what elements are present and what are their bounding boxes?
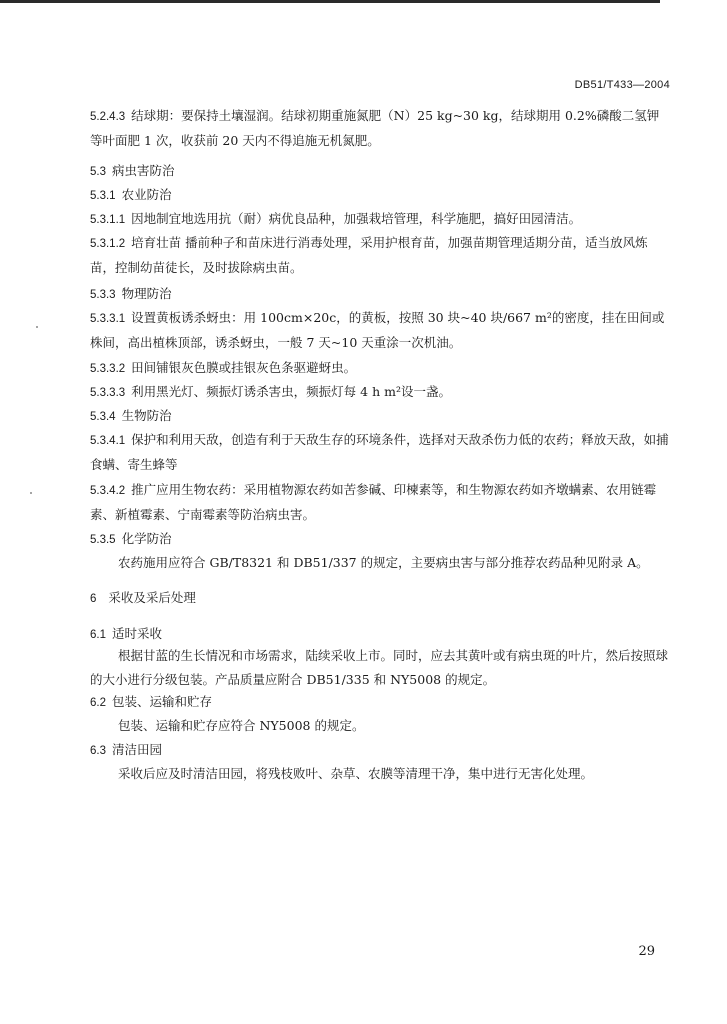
- heading-text: 生物防治: [121, 408, 172, 423]
- para-5-3-3-2: [90, 356, 670, 381]
- heading-text: 病虫害防治: [112, 163, 175, 178]
- section-number: 5.3.1: [90, 190, 116, 202]
- section-number: 6.3: [90, 745, 106, 757]
- section-number: 5.3.3.2: [90, 363, 126, 375]
- para-5-3-1-1: [90, 207, 670, 232]
- para-text: 农药施用应符合 GB/T8321 和 DB51/337 的规定，主要病虫害与部分推荐农药品种见附录 A。: [118, 555, 649, 570]
- section-number: 5.3.5: [90, 534, 116, 546]
- section-number: 5.3.3.3: [90, 387, 126, 399]
- section-number: 5.3.4.1: [90, 435, 126, 447]
- para-packaging: [90, 714, 670, 738]
- section-number: 5.3.4: [90, 411, 116, 423]
- para-text: 培育壮苗 播前种子和苗床进行消毒处理，采用护根育苗，加强苗期管理适期分苗，适当放风炼苗，控制幼苗徒长，及时拔除病虫苗。: [90, 235, 648, 275]
- heading-text: 清洁田园: [112, 742, 163, 757]
- para-5-3-1-2: [90, 231, 670, 280]
- para-text: 推广应用生物农药：采用植物源农药如苦参碱、印楝素等，和生物源农药如齐墩螨素、农用链霉素、新植霉素、宁南霉素等防治病虫害。: [90, 482, 657, 522]
- top-rule: [0, 0, 660, 3]
- para-text: 设置黄板诱杀蚜虫：用 100cm×20c，的黄板，按照 30 块~40 块/667 m²的密度，挂在田间或株间，高出植株顶部，诱杀蚜虫，一般 7 天~10 天重涂一次机油。: [90, 310, 665, 350]
- para-text: 包装、运输和贮存应符合 NY5008 的规定。: [118, 718, 365, 733]
- heading-text: 包装、运输和贮存: [112, 694, 213, 709]
- section-number: 6: [90, 593, 97, 605]
- para-text: 结球期：要保持土壤湿润。结球初期重施氮肥（N）25 kg~30 kg，结球期用 0.2%磷酸二氢钾等叶面肥 1 次，收获前 20 天内不得追施无机氮肥。: [90, 108, 660, 148]
- para-5-3-4-2: [90, 478, 670, 527]
- heading-5-3-5: [90, 527, 670, 552]
- section-number: 5.3.3.1: [90, 313, 126, 325]
- para-pesticide-rules: [90, 551, 670, 575]
- heading-5-3: [90, 159, 670, 184]
- para-text: 根据甘蓝的生长情况和市场需求，陆续采收上市。同时，应去其黄叶或有病虫斑的叶片，然后按照球的大小进行分级包装。产品质量应附合 DB51/335 和 NY5008 的规定。: [90, 648, 669, 687]
- para-text: 保护和利用天敌，创造有利于天敌生存的环境条件，选择对天敌杀伤力低的农药；释放天敌，如捕食螨、寄生蜂等: [90, 432, 669, 472]
- para-field-cleanup: [90, 762, 670, 786]
- section-number: 5.3.4.2: [90, 485, 126, 497]
- section-number: 6.2: [90, 697, 106, 709]
- para-harvest: [90, 644, 670, 692]
- heading-5-3-4: [90, 404, 670, 429]
- para-text: 因地制宜地选用抗（耐）病优良品种，加强栽培管理，科学施肥，搞好田园清洁。: [131, 211, 582, 226]
- heading-6-3: [90, 738, 670, 763]
- heading-text: 适时采收: [112, 626, 163, 641]
- chapter-title: 采收及采后处理: [108, 590, 196, 605]
- standard-code: DB51/T433—2004: [574, 79, 670, 91]
- heading-6-2: [90, 690, 670, 715]
- section-number: 5.3.1.1: [90, 214, 126, 226]
- chapter-6: [90, 586, 670, 611]
- heading-5-3-1: [90, 183, 670, 208]
- para-text: 田间铺银灰色膜或挂银灰色条驱避蚜虫。: [131, 360, 357, 375]
- page-number: 29: [638, 944, 655, 959]
- heading-5-3-3: [90, 282, 670, 307]
- section-number: 6.1: [90, 629, 106, 641]
- scan-speck: [36, 326, 38, 328]
- para-5-2-4-3: [90, 104, 670, 153]
- para-5-3-4-1: [90, 428, 670, 477]
- heading-text: 物理防治: [121, 286, 172, 301]
- section-number: 5.2.4.3: [90, 111, 126, 123]
- section-number: 5.3.1.2: [90, 238, 126, 250]
- para-text: 采收后应及时清洁田园，将残枝败叶、杂草、农膜等清理干净，集中进行无害化处理。: [118, 766, 594, 781]
- para-5-3-3-3: [90, 380, 670, 405]
- para-5-3-3-1: [90, 306, 670, 355]
- scan-speck: [30, 492, 32, 494]
- heading-text: 农业防治: [121, 187, 172, 202]
- para-text: 利用黑光灯、频振灯诱杀害虫，频振灯每 4 h m²设一盏。: [131, 384, 451, 399]
- section-number: 5.3.3: [90, 289, 116, 301]
- section-number: 5.3: [90, 166, 106, 178]
- heading-text: 化学防治: [121, 531, 172, 546]
